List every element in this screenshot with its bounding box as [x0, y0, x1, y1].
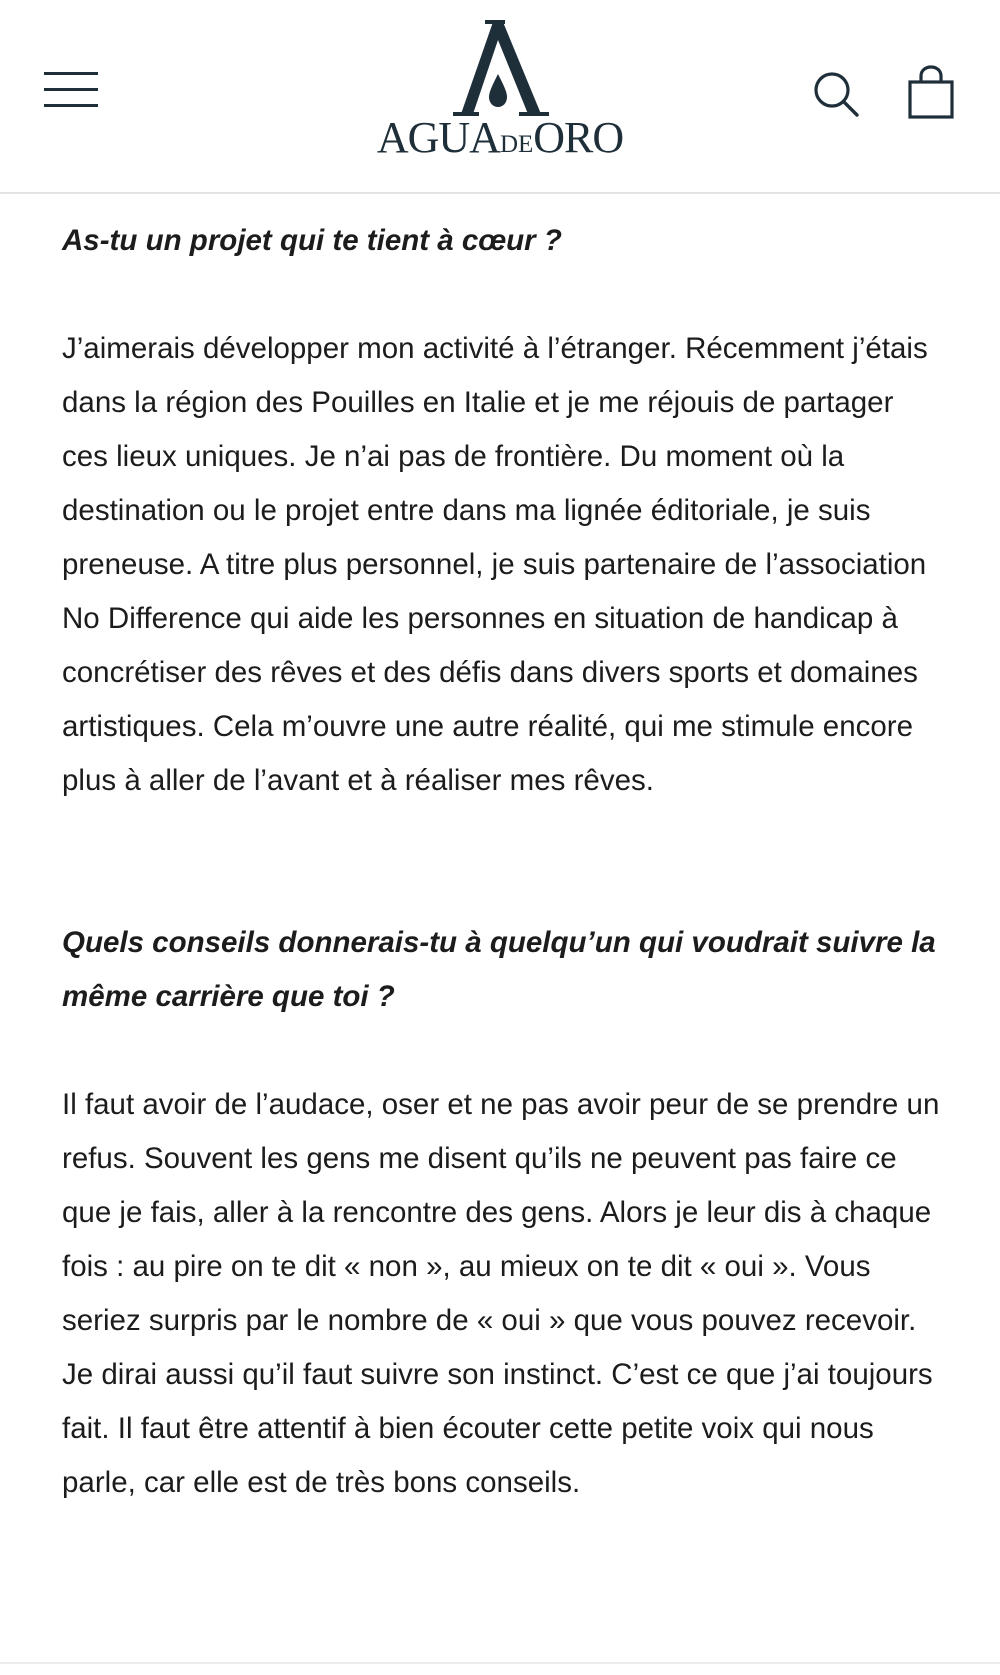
- shopping-bag-icon-graphic: [906, 64, 956, 120]
- brand-logo[interactable]: [360, 18, 640, 168]
- bottom-divider: [0, 1662, 1000, 1664]
- menu-line: [44, 72, 98, 75]
- article-content: [62, 214, 942, 1510]
- interview-answer: Il faut avoir de l’audace, oser et ne pas avoir peur de se prendre un refus. Souvent les gens me disent qu’ils ne peuvent pas faire ce que je fais, aller à la rencontre des gens. Alors je leur dis à chaque fois : au pire on te dit « non », au mieux on te dit « oui ». Vous seriez surpris par le nombre de « oui » que vous pouvez recevoir. Je dirai aussi qu’il faut suivre son instinct. C’est ce que j’ai toujours fait. Il faut être attentif à bien écouter cette petite voix qui nous parle, car elle est de très bons conseils.: [62, 1088, 940, 1499]
- logo-a-drop-icon: [445, 18, 555, 122]
- interview-question: Quels conseils donnerais-tu à quelqu’un qui voudrait suivre la même carrière que toi ?: [62, 926, 936, 1013]
- interview-question: As-tu un projet qui te tient à cœur ?: [62, 224, 562, 257]
- search-icon-graphic: [812, 70, 862, 120]
- site-header: [0, 0, 1000, 194]
- shopping-bag-icon[interactable]: [906, 64, 956, 120]
- brand-wordmark-part: DE: [499, 131, 534, 158]
- brand-wordmark-part: AGUA: [376, 113, 500, 162]
- search-icon[interactable]: [812, 70, 862, 120]
- brand-wordmark: [360, 113, 640, 162]
- menu-line: [44, 104, 98, 107]
- interview-answer: J’aimerais développer mon activité à l’étranger. Récemment j’étais dans la région des Pouilles en Italie et je me réjouis de partager ces lieux uniques. Je n’ai pas de frontière. Du moment où la destination ou le projet entre dans ma lignée éditoriale, je suis preneuse. A titre plus personnel, je suis partenaire de l’association No Difference qui aide les personnes en situation de handicap à concrétiser des rêves et des défis dans divers sports et domaines artistiques. Cela m’ouvre une autre réalité, qui me stimule encore plus à aller de l’avant et à réaliser mes rêves.: [62, 332, 928, 797]
- menu-line: [44, 88, 98, 91]
- brand-wordmark-part: ORO: [533, 113, 624, 162]
- hamburger-menu-icon[interactable]: [44, 70, 98, 110]
